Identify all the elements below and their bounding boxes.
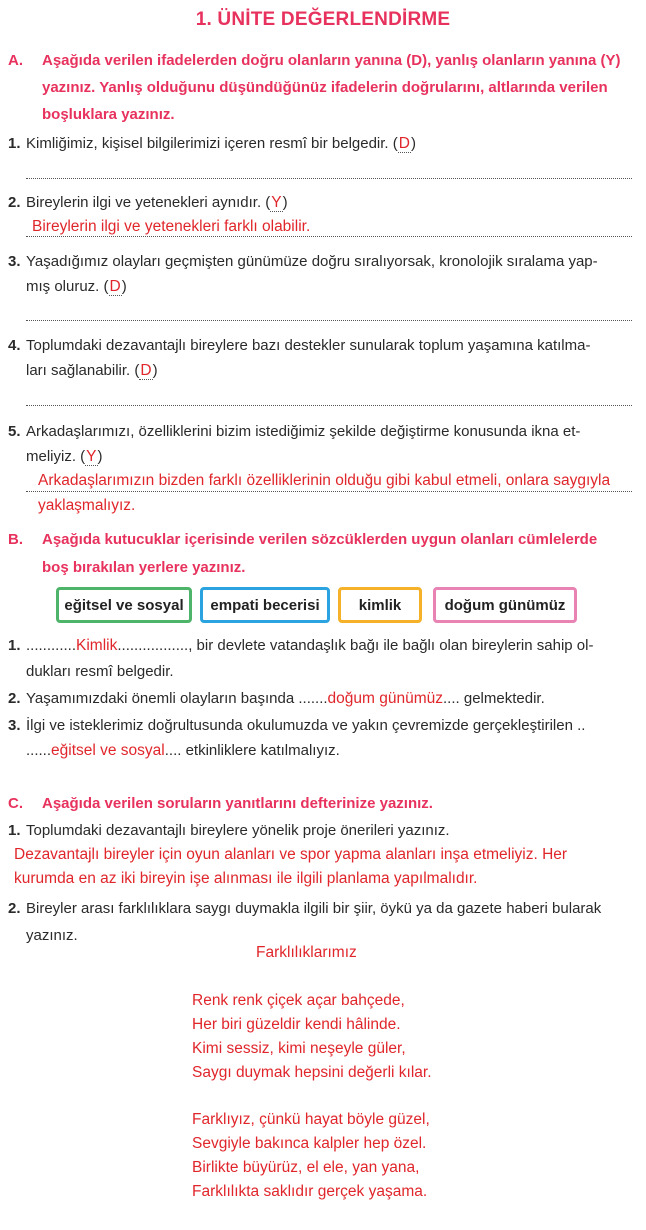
section-a-instruction-3: boşluklara yazınız.	[42, 106, 175, 123]
c-item-1-answer-2: kurumda en az iki bireyin işe alınması ile ilgili planlama yapılmalıdır.	[14, 870, 478, 887]
section-b-instruction-1: Aşağıda kutucuklar içerisinde verilen sözcüklerden uygun olanları cümlelerde	[42, 531, 598, 548]
a-item-2-text: Bireylerin ilgi ve yetenekleri aynıdır. (	[26, 194, 271, 211]
section-b-letter: B.	[8, 531, 23, 548]
b-item-2-blank-trail[interactable]: ....	[443, 690, 460, 707]
b-item-3-fill: eğitsel ve sosyal	[51, 742, 165, 759]
a-item-5-answer-1: Arkadaşlarımızın bizden farklı özelliklerinin olduğu gibi kabul etmeli, onlara saygıyla	[38, 472, 611, 489]
poem-line: Farklılıkta saklıdır gerçek yaşama.	[192, 1183, 428, 1200]
a-item-3-close: )	[121, 278, 127, 295]
a-item-1-text: Kimliğimiz, kişisel bilgilerimizi içeren resmî bir belgedir. (	[26, 135, 398, 152]
a-item-5-answer-line[interactable]	[26, 491, 632, 492]
section-c-letter: C.	[8, 795, 23, 812]
a-item-number: 1.	[8, 135, 21, 152]
b-item-3-after: etkinliklere katılmalıyız.	[185, 742, 340, 759]
poem-line: Her biri güzeldir kendi hâlinde.	[192, 1016, 401, 1033]
a-item-4-statement	[26, 362, 158, 380]
a-item-number: 4.	[8, 337, 21, 354]
b-item-1-line2: dukları resmî belgedir.	[26, 663, 174, 680]
section-c-instruction: Aşağıda verilen soruların yanıtlarını defterinize yazınız.	[42, 795, 433, 812]
word-box-dogum: doğum günümüz	[433, 587, 577, 623]
word-box-egitsel: eğitsel ve sosyal	[56, 587, 192, 623]
poem-line: Birlikte büyürüz, el ele, yan yana,	[192, 1159, 420, 1176]
b-item-2-sentence	[26, 690, 545, 708]
b-item-2-before: Yaşamımızdaki önemli olayların başında	[26, 690, 295, 707]
b-item-3-blank-trail[interactable]: ....	[164, 742, 182, 759]
a-item-4-mark[interactable]: D	[140, 362, 152, 379]
b-item-1-blank-lead[interactable]: ............	[26, 637, 77, 654]
b-item-3-sentence	[26, 742, 340, 760]
poem-line: Kimi sessiz, kimi neşeyle güler,	[192, 1040, 406, 1057]
a-item-number: 2.	[8, 194, 21, 211]
section-b-instruction-2: boş bırakılan yerlere yazınız.	[42, 559, 246, 576]
a-item-2-answer-line[interactable]	[26, 236, 632, 237]
poem-line: Saygı duymak hepsini değerli kılar.	[192, 1064, 432, 1081]
b-item-number: 3.	[8, 717, 21, 734]
c-item-1-text: Toplumdaki dezavantajlı bireylere yönelik proje önerileri yazınız.	[26, 822, 450, 839]
a-item-5-text-2: meliyiz. (	[26, 448, 86, 465]
a-item-2-mark[interactable]: Y	[271, 194, 282, 211]
a-item-2-answer: Bireylerin ilgi ve yetenekleri farklı olabilir.	[32, 218, 311, 235]
a-item-4-text-2: ları sağlanabilir. (	[26, 362, 140, 379]
b-item-2-fill: doğum günümüz	[327, 690, 444, 707]
b-item-3-blank-lead[interactable]: ......	[26, 742, 52, 759]
a-item-5-text-1: Arkadaşlarımızı, özelliklerini bizim istediğimiz şekilde değiştirme konusunda ikna et-	[26, 423, 581, 440]
b-item-1-sentence	[26, 637, 593, 655]
a-item-1-close: )	[410, 135, 416, 152]
a-item-4-text-1: Toplumdaki dezavantajlı bireylere bazı destekler sunularak toplum yaşamına katılma-	[26, 337, 591, 354]
a-item-2-close: )	[282, 194, 288, 211]
a-item-2-statement	[26, 194, 288, 212]
a-item-number: 3.	[8, 253, 21, 270]
c-item-number: 2.	[8, 900, 21, 917]
section-a-instruction-1: Aşağıda verilen ifadelerden doğru olanların yanına (D), yanlış olanların yanına (Y)	[42, 52, 621, 69]
b-item-2-blank-lead[interactable]: .......	[298, 690, 328, 707]
a-item-3-answer-line[interactable]	[26, 320, 632, 321]
a-item-3-text-2: mış oluruz. (	[26, 278, 109, 295]
page-title: 1. ÜNİTE DEĞERLENDİRME	[195, 9, 451, 30]
a-item-number: 5.	[8, 423, 21, 440]
c-item-2-text-2: yazınız.	[26, 927, 78, 944]
a-item-4-close: )	[152, 362, 158, 379]
word-box-empati: empati becerisi	[200, 587, 330, 623]
b-item-3-line1: İlgi ve isteklerimiz doğrultusunda okulumuzda ve yakın çevremizde gerçekleştirilen ..	[26, 717, 586, 734]
b-item-2-after: gelmektedir.	[463, 690, 545, 707]
section-a-letter: A.	[8, 52, 23, 69]
b-item-1-fill: Kimlik	[76, 637, 118, 654]
a-item-1-statement	[26, 135, 416, 153]
b-item-number: 2.	[8, 690, 21, 707]
a-item-5-statement	[26, 448, 103, 466]
a-item-1-answer-line[interactable]	[26, 178, 632, 179]
b-item-1-after: , bir devlete vatandaşlık bağı ile bağlı olan bireylerin sahip ol-	[188, 637, 594, 654]
c-item-number: 1.	[8, 822, 21, 839]
a-item-5-mark[interactable]: Y	[86, 448, 97, 465]
c-item-2-text-1: Bireyler arası farklılıklara saygı duymakla ilgili bir şiir, öykü ya da gazete haberi bularak	[26, 900, 602, 917]
c-item-1-answer-1: Dezavantajlı bireyler için oyun alanları ve spor yapma alanları inşa etmeliyiz. Her	[14, 846, 568, 863]
poem-title: Farklılıklarımız	[256, 944, 357, 961]
a-item-3-text-1: Yaşadığımız olayları geçmişten günümüze doğru sıralıyorsak, kronolojik sıralama yap-	[26, 253, 598, 270]
b-item-1-blank-trail[interactable]: .................	[117, 637, 189, 654]
section-a-instruction-2: yazınız. Yanlış olduğunu düşündüğünüz ifadelerin doğrularını, altlarında verilen	[42, 79, 608, 96]
a-item-3-statement	[26, 278, 127, 296]
a-item-5-answer-2: yaklaşmalıyız.	[38, 497, 136, 514]
a-item-4-answer-line[interactable]	[26, 405, 632, 406]
a-item-5-close: )	[97, 448, 103, 465]
word-box-kimlik: kimlik	[338, 587, 422, 623]
a-item-3-mark[interactable]: D	[109, 278, 121, 295]
a-item-1-mark[interactable]: D	[398, 135, 410, 152]
b-item-number: 1.	[8, 637, 21, 654]
poem-line: Farklıyız, çünkü hayat böyle güzel,	[192, 1111, 430, 1128]
poem-line: Renk renk çiçek açar bahçede,	[192, 992, 405, 1009]
poem-line: Sevgiyle bakınca kalpler hep özel.	[192, 1135, 427, 1152]
